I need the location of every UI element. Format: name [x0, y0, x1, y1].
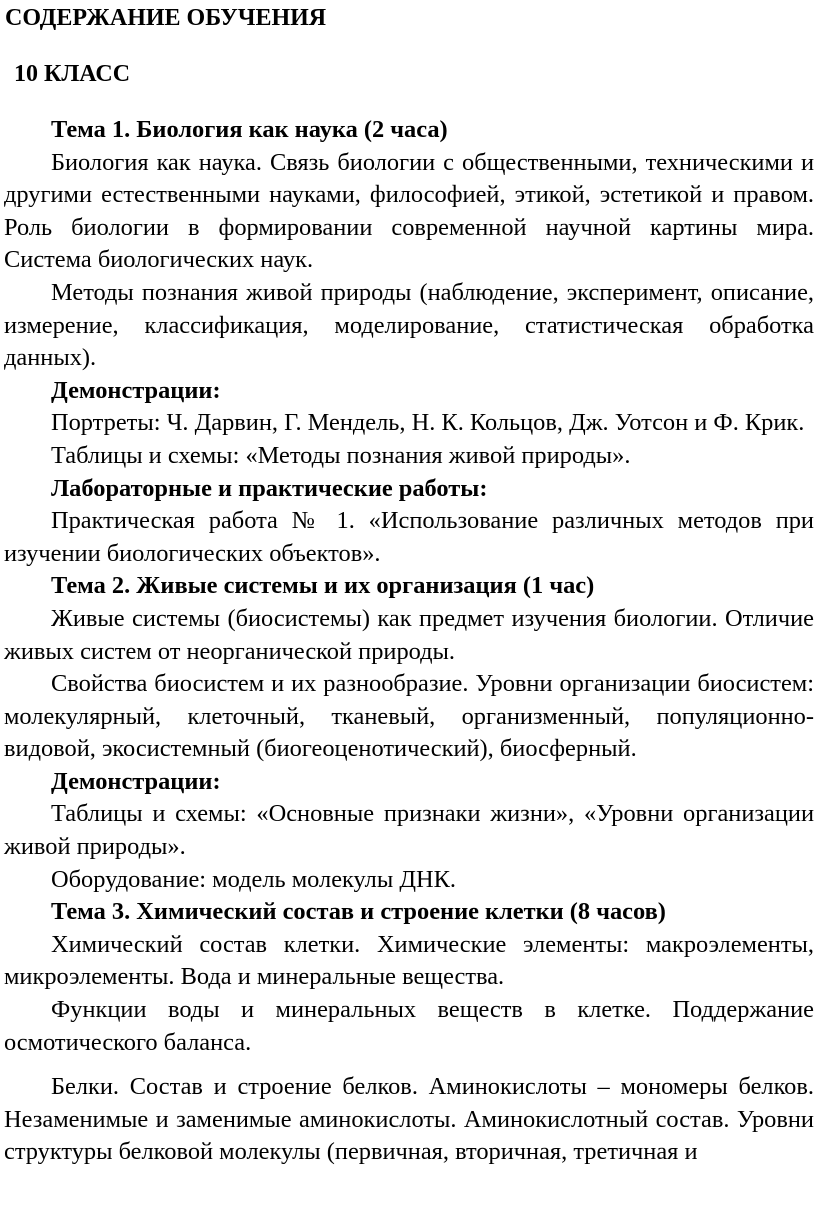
topic-1-lab-heading: Лабораторные и практические работы:	[51, 474, 488, 502]
topic-1-heading: Тема 1. Биология как наука (2 часа)	[51, 116, 448, 143]
topic-1-paragraph-2: Методы познания живой природы (наблюдение, эксперимент, описание, измерение, классификация, моделирование, статистическая обработка данных).	[4, 278, 814, 372]
topic-1-demo-heading: Демонстрации:	[51, 376, 221, 404]
topic-2-demo-heading: Демонстрации:	[51, 767, 221, 795]
topic-3-paragraph-2: Функции воды и минеральных веществ в клетке. Поддержание осмотического баланса.	[4, 996, 814, 1056]
topic-3-paragraph-3: Белки. Состав и строение белков. Аминокислоты – мономеры белков. Незаменимые и заменимые аминокислоты. Аминокислотный состав. Уровни структуры белковой молекулы (первичная, вторичная, третичная и	[4, 1073, 814, 1166]
topic-1-demo-tables: Таблицы и схемы: «Методы познания живой природы».	[51, 441, 631, 469]
topic-1-paragraph-1: Биология как наука. Связь биологии с общественными, техническими и другими естественными науками, философией, этикой, эстетикой и правом. Роль биологии в формировании современной научной картины мира. Система биологических наук.	[4, 148, 814, 274]
topic-2-heading: Тема 2. Живые системы и их организация (1 час)	[51, 572, 595, 600]
topic-2-paragraph-1: Живые системы (биосистемы) как предмет изучения биологии. Отличие живых систем от неорганической природы.	[4, 604, 814, 665]
topic-2-paragraph-2: Свойства биосистем и их разнообразие. Уровни организации биосистем: молекулярный, клеточный, тканевый, организменный, популяционно-видовой, экосистемный (биогеоценотический), биосферный.	[4, 670, 814, 763]
topic-1-demo-portraits: Портреты: Ч. Дарвин, Г. Мендель, Н. К. Кольцов, Дж. Уотсон и Ф. Крик.	[51, 409, 805, 437]
topic-3-paragraph-1: Химический состав клетки. Химические элементы: макроэлементы, микроэлементы. Вода и минеральные вещества.	[4, 930, 814, 991]
document-body	[4, 114, 814, 1169]
grade-heading: 10 КЛАСС	[14, 61, 131, 87]
topic-2-demo-equipment: Оборудование: модель молекулы ДНК.	[51, 865, 456, 893]
topic-3-heading: Тема 3. Химический состав и строение клетки (8 часов)	[51, 898, 666, 926]
document-title: СОДЕРЖАНИЕ ОБУЧЕНИЯ	[5, 5, 327, 31]
topic-1-lab-work: Практическая работа № 1. «Использование различных методов при изучении биологических объектов».	[4, 507, 814, 567]
topic-2-demo-tables: Таблицы и схемы: «Основные признаки жизни», «Уровни организации живой природы».	[4, 800, 814, 861]
